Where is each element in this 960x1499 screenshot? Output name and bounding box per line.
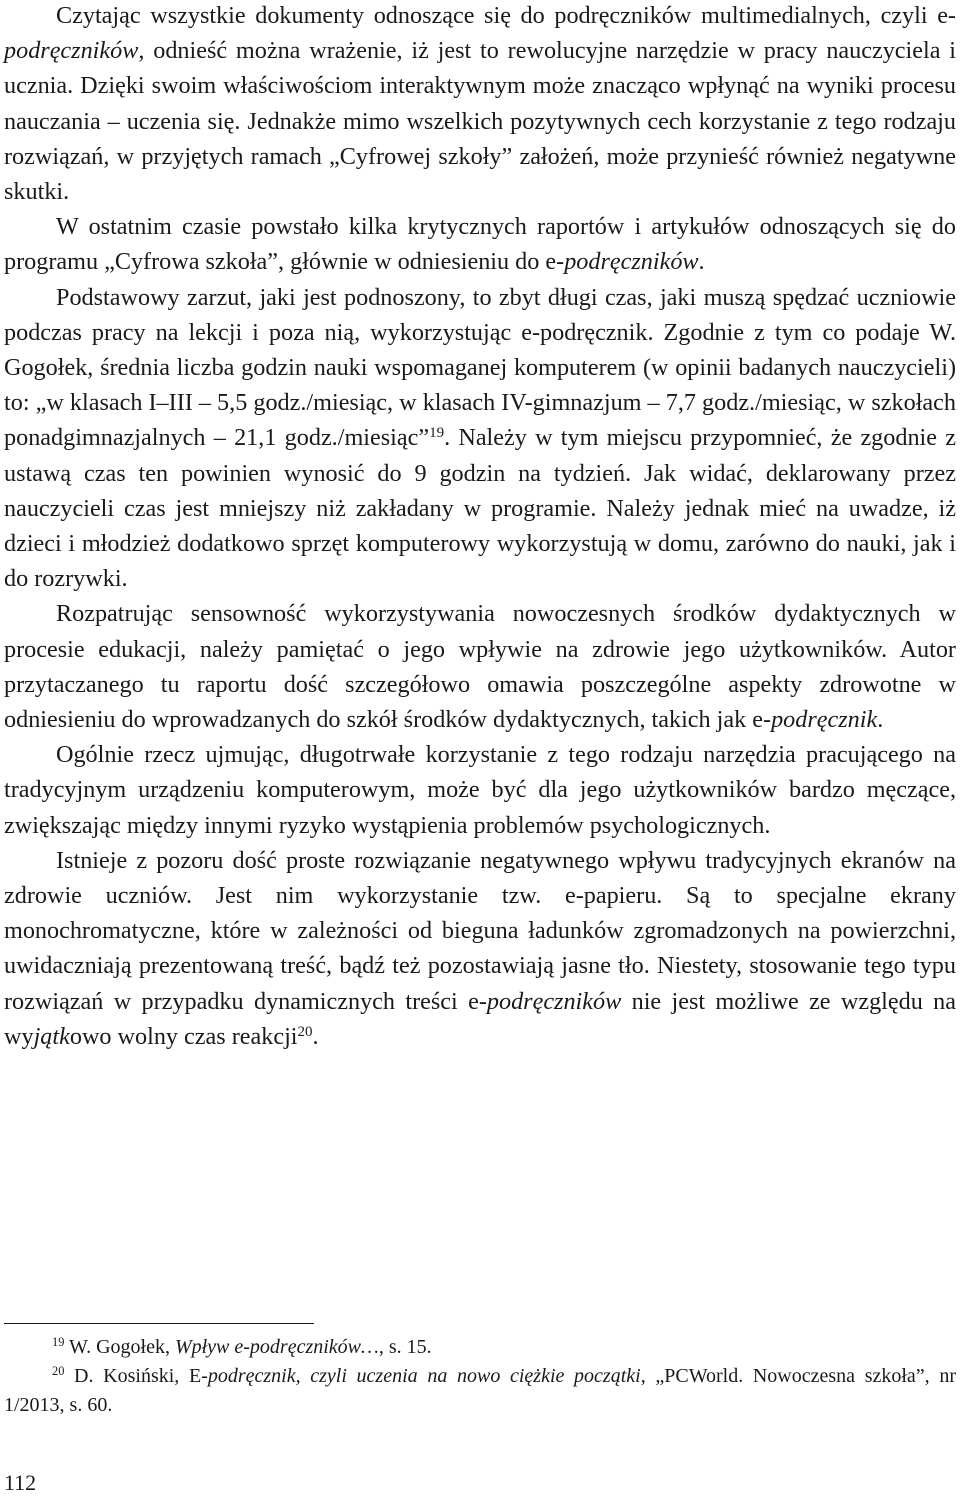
text-run: W. Gogołek, <box>64 1336 175 1358</box>
paragraph <box>4 843 956 1054</box>
text-run: nie jest możliwe ze względu na wy <box>4 987 957 1050</box>
body-text <box>4 0 956 1054</box>
text-run: , odnieść można wrażenie, iż jest to rewolucyjne narzędzie w pracy nauczyciela i ucznia. Dzięki swoim właściwościom interaktywnym może znacząco wpłynąć na wyniki procesu nauczania – uczenia się. Jednakże mimo wszelkich pozytywnych cech korzystanie z tego rodzaju rozwiązań, w przyjętych ramach „Cyfrowej szkoły” założeń, może przynieść również negatywne skutki. <box>4 37 956 206</box>
text-run: , „PCWorld. Nowoczesna szkoła”, nr 1/2013, s. 60. <box>4 1365 956 1416</box>
italic-text: podręczników <box>4 37 139 65</box>
text-run: . <box>877 706 884 734</box>
paragraph <box>4 596 956 737</box>
italic-text: podręczników <box>564 248 699 276</box>
italic-text: podręcznik, czyli uczenia na nowo ciężkie początki <box>207 1365 641 1387</box>
text-run: . <box>698 248 705 276</box>
footnote-separator <box>4 1323 314 1324</box>
italic-text: podręczników <box>486 987 622 1015</box>
page-number: 112 <box>4 1470 37 1495</box>
text-run: owo wolny czas reakcji <box>69 1022 298 1050</box>
footnote-ref: 19 <box>52 1335 65 1350</box>
footnote-ref: 19 <box>429 425 445 442</box>
footnote <box>4 1333 956 1362</box>
italic-text: jątk <box>33 1022 70 1050</box>
paragraph <box>4 280 956 597</box>
footnote-ref: 20 <box>52 1364 65 1379</box>
italic-text: Wpływ e-podręczników… <box>174 1336 379 1358</box>
footnote <box>4 1362 956 1420</box>
text-run: Istnieje z pozoru dość proste rozwiązanie negatywnego wpływu tradycyjnych ekranów na zdrowie uczniów. Jest nim wykorzystanie tzw. e-papieru. Są to specjalne ekrany monochromatyczne, które w zależności od bieguna ładunków zgromadzonych na powierzchni, uwidaczniają prezentowaną treść, bądź też pozostawiają jasne tło. Niestety, stosowanie tego typu rozwiązań w przypadku dynamicznych treści e- <box>4 846 956 1015</box>
text-run: Ogólnie rzecz ujmując, długotrwałe korzystanie z tego rodzaju narzędzia pracującego na tradycyjnym urządzeniu komputerowym, może być dla jego użytkowników bardzo męczące, zwiększając między innymi ryzyko wystąpienia problemów psychologicznych. <box>4 741 956 839</box>
text-run: D. Kosiński, E- <box>64 1365 208 1387</box>
paragraph <box>4 0 956 209</box>
text-run: . <box>312 1022 319 1050</box>
footnote-ref: 20 <box>297 1023 313 1040</box>
text-run: , s. 15. <box>378 1336 432 1358</box>
text-run: W ostatnim czasie powstało kilka krytycznych raportów i artykułów odnoszących się do programu „Cyfrowa szkoła”, głównie w odniesieniu do e- <box>4 213 956 276</box>
text-run: Czytając wszystkie dokumenty odnoszące się do podręczników multimedialnych, czyli e- <box>56 2 956 29</box>
text-run: Rozpatrując sensowność wykorzystywania nowoczesnych środków dydaktycznych w procesie edukacji, należy pamiętać o jego wpływie na zdrowie jego użytkowników. Autor przytaczanego tu raportu dość szczegółowo omawia poszczególne aspekty zdrowotne w odniesieniu do wprowadzanych do szkół środków dydaktycznych, takich jak e- <box>4 600 956 734</box>
page-content <box>4 0 956 1054</box>
italic-text: podręcznik <box>771 706 878 734</box>
paragraph <box>4 737 956 843</box>
paragraph <box>4 209 956 279</box>
footnotes <box>4 1333 956 1420</box>
text-run: . Należy w tym miejscu przypomnieć, że zgodnie z ustawą czas ten powinien wynosić do 9 godzin na tydzień. Jak widać, deklarowany przez nauczycieli czas jest mniejszy niż zakładany w programie. Należy jednak mieć na uwadze, iż dzieci i młodzież dodatkowo sprzęt komputerowy wykorzystują w domu, zarówno do nauki, jak i do rozrywki. <box>4 424 956 593</box>
text-run: Podstawowy zarzut, jaki jest podnoszony, to zbyt długi czas, jaki muszą spędzać uczniowie podczas pracy na lekcji i poza nią, wykorzystując e-podręcznik. Zgodnie z tym co podaje W. Gogołek, średnia liczba godzin nauki wspomaganej komputerem (w opinii badanych nauczycieli) to: „w klasach I–III – 5,5 godz./miesiąc, w klasach IV-gimnazjum – 7,7 godz./miesiąc, w szkołach ponadgimnazjalnych – 21,1 godz./miesiąc” <box>4 283 956 452</box>
